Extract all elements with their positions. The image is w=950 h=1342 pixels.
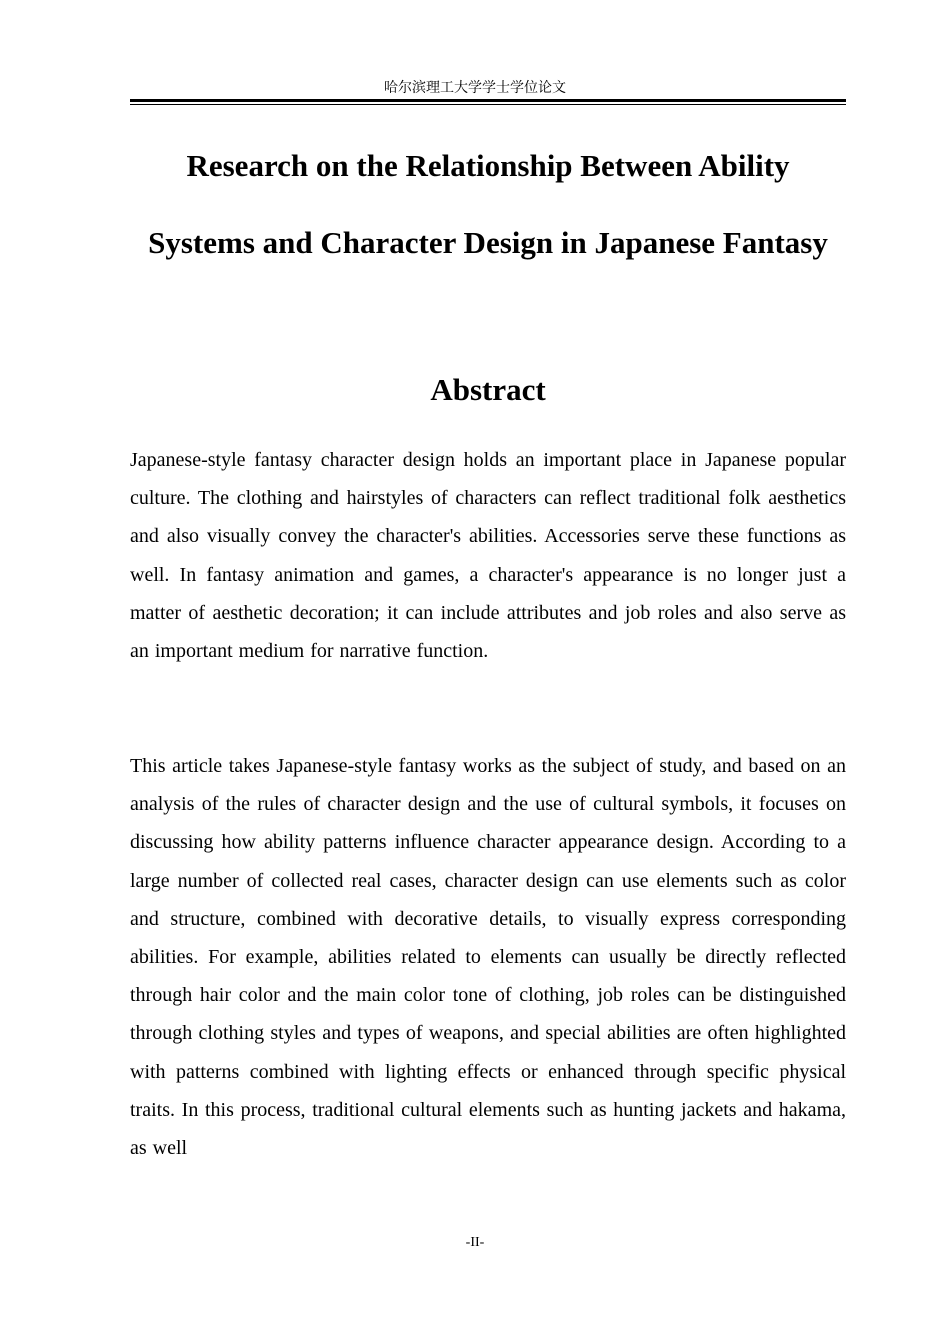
running-header: 哈尔滨理工大学学士学位论文 (384, 80, 566, 96)
abstract-paragraph-1: Japanese-style fantasy character design holds an important place in Japanese popular culture. The clothing and hairstyles of characters can reflect traditional folk aesthetics and also visually convey the character's abilities. Accessories serve these functions as well. In fantasy animation and games, a character's appearance is no longer just a matter of aesthetic decoration; it can include attributes and job roles and also serve as an important medium for narrative function. (130, 449, 846, 663)
header-rule-thick (130, 99, 846, 102)
page-title: Research on the Relationship Between Ability Systems and Character Design in Japanese Fantasy (148, 148, 828, 260)
abstract-heading: Abstract (430, 372, 546, 407)
abstract-paragraph-2: This article takes Japanese-style fantasy works as the subject of study, and based on an analysis of the rules of character design and the use of cultural symbols, it focuses on discussing how ability patterns influence character appearance design. According to a large number of collected real cases, character design can use elements such as color and structure, combined with decorative details, to visually express corresponding abilities. For example, abilities related to elements can usually be directly reflected through hair color and the main color tone of clothing, job roles can be distinguished through clothing styles and types of weapons, and special abilities are often highlighted with patterns combined with lighting effects or enhanced through specific physical traits. In this process, traditional cultural elements such as hunting jackets and hakama, as well (130, 755, 846, 1160)
page-number: -II- (465, 1235, 485, 1250)
header-rule-thin (130, 104, 846, 105)
